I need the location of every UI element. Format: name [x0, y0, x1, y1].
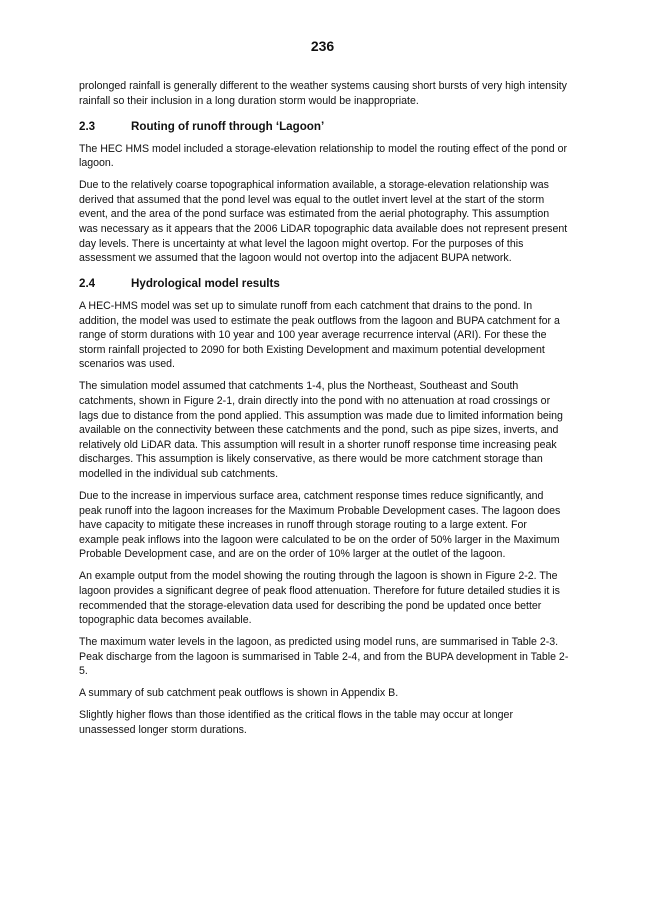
paragraph: The maximum water levels in the lagoon, as predicted using model runs, are summarised in Table 2-3. Peak discharge from the lagoon is summarised in Table 2-4, and from the BUPA development in Table 2-5.: [79, 636, 569, 678]
section-heading-2-4: [79, 276, 569, 291]
paragraph: The simulation model assumed that catchments 1-4, plus the Northeast, Southeast and South catchments, shown in Figure 2-1, drain directly into the pond with no attenuation at road crossings or lags due to distance from the pond applied. This assumption was made due to limited information being available on the connectivity between these catchments and the pond, such as pipe sizes, inverts, and relatively old LiDAR data. This assumption will result in a shorter runoff response time increasing peak discharges. This assumption is likely conservative, as there would be more catchment storage than modelled in the individual sub catchments.: [79, 380, 563, 481]
paragraph: A HEC-HMS model was set up to simulate runoff from each catchment that drains to the pond. In addition, the model was used to estimate the peak outflows from the lagoon and BUPA catchment for a range of storm durations with 10 year and 100 year average recurrence interval (ARI). For these the storm rainfall projected to 2090 for both Existing Development and maximum potential development scenarios was used.: [79, 300, 560, 371]
section-title: Routing of runoff through ‘Lagoon’: [131, 119, 325, 133]
paragraph: The HEC HMS model included a storage-elevation relationship to model the routing effect of the pond or lagoon.: [79, 142, 567, 170]
paragraph: Due to the increase in impervious surface area, catchment response times reduce significantly, and peak runoff into the lagoon increases for the Maximum Probable Development cases. The lagoon does have capacity to mitigate these increases in runoff through storage routing to a large extent. For example peak inflows into the lagoon were calculated to be on the order of 50% larger in the Maximum Probable Development case, and are on the order of 10% larger at the outlet of the lagoon.: [79, 490, 561, 561]
page-content: [79, 79, 569, 745]
section-heading-2-3: [79, 119, 569, 134]
paragraph: An example output from the model showing the routing through the lagoon is shown in Figure 2-2. The lagoon provides a significant degree of peak flood attenuation. Therefore for future detailed studies it is recommended that the storage-elevation data used for describing the pond be updated once better topographic data becomes available.: [79, 570, 560, 627]
paragraph: Slightly higher flows than those identified as the critical flows in the table may occur at longer unassessed longer storm durations.: [79, 709, 513, 736]
section-title: Hydrological model results: [131, 277, 280, 291]
section-number: 2.3: [79, 119, 96, 133]
section-number: 2.4: [79, 277, 96, 291]
paragraph: Due to the relatively coarse topographical information available, a storage-elevation relationship was derived that assumed that the pond level was equal to the outlet invert level at the start of the storm event, and the area of the pond surface was estimated from the aerial photography. This assumption was necessary as it appears that the 2006 LiDAR topographic data available does not represent present day levels. There is uncertainty at what level the lagoon might overtop. For the purposes of this assessment we assumed that the lagoon would not overtop into the adjacent BUPA network.: [79, 179, 568, 265]
intro-paragraph: prolonged rainfall is generally different to the weather systems causing short bursts of very high intensity rainfall so their inclusion in a long duration storm would be inappropriate.: [79, 80, 567, 107]
paragraph: A summary of sub catchment peak outflows is shown in Appendix B.: [79, 687, 399, 700]
page-number: 236: [310, 38, 335, 54]
